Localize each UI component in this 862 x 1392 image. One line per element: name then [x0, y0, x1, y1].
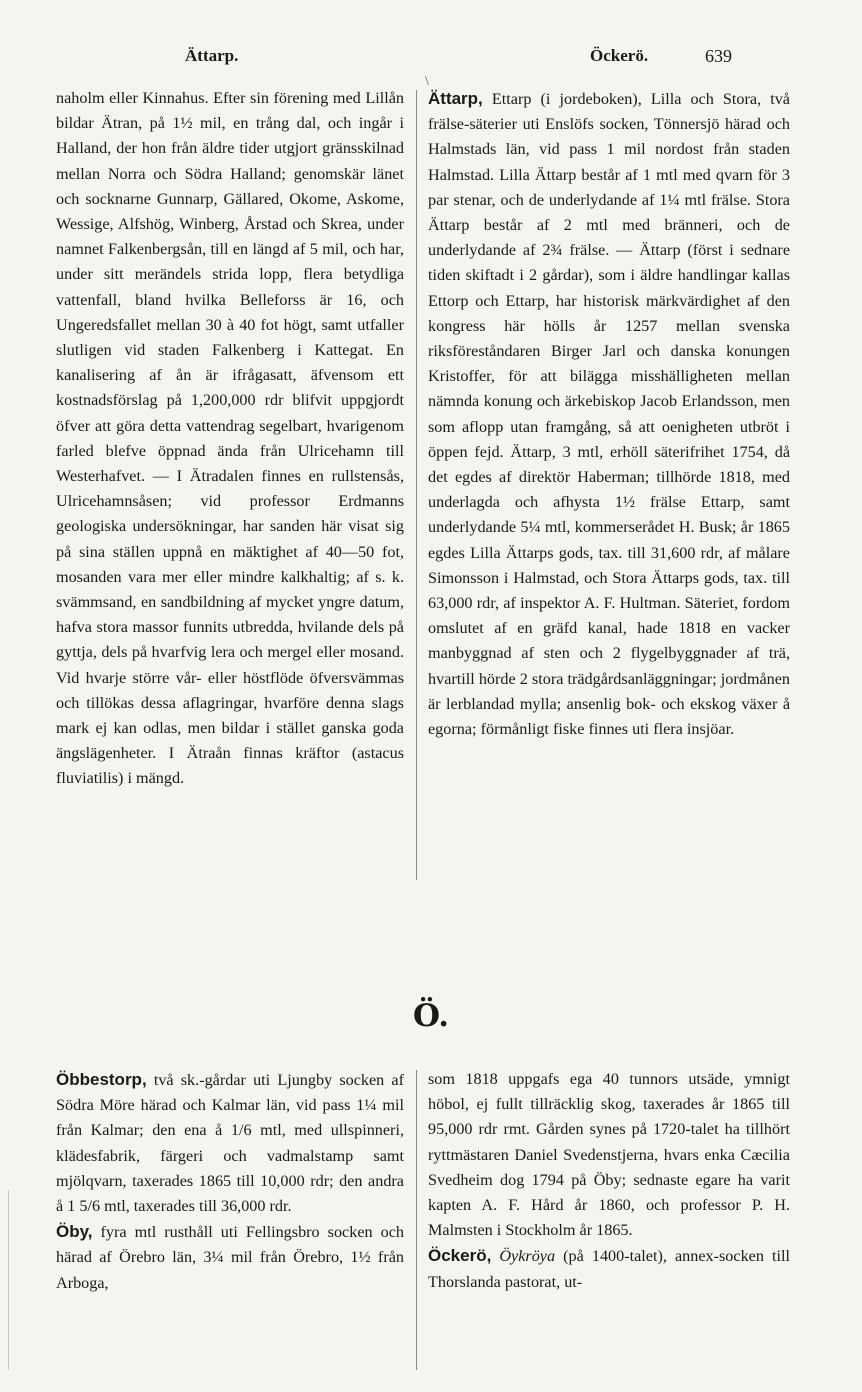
- headword-ockero: Öckerö,: [428, 1246, 492, 1266]
- ockero-old-name: Öykröya: [499, 1247, 556, 1266]
- entry-attarp: [428, 86, 790, 742]
- headword-oby: Öby,: [56, 1222, 93, 1242]
- column-divider-bottom: [416, 1070, 417, 1370]
- headword-attarp: Ättarp,: [428, 89, 483, 108]
- column-top-left: [56, 86, 404, 792]
- entry-atran-continued: naholm eller Kinnahus. Efter sin förening med Lillån bildar Ätran, på 1½ mil, en trång dal, och ingår i Halland, der hon från äldre tider utgjort gränsskilnad mellan Norra och Södra Halland; genomskär länet och socknarne Gunnarp, Gällared, Okome, Askome, Wessige, Alfshög, Winberg, Årstad och Skrea, under namnet Falkenbergsån, till en längd af 5 mil, och har, under sitt merändels strida lopp, flera betydliga vattenfall, bland hvilka Belleforss är 16, och Ungeredsfallet mellan 30 à 40 fot högt, samt utfaller slutligen vid staden Falkenberg i Kattegat. En kanalisering af ån är ifrågasatt, äfvensom ett kostnadsförslag på 1,200,000 rdr blifvit uppgjordt öfver att göra detta vattendrag segelbart, hvarigenom farled blefve öppnad ända från Ulricehamn till Westerhafvet. — I Ätradalen finnes en rullstensås, Ulricehamnsåsen; vid professor Erdmanns geologiska undersökningar, har sanden här visat sig på sina ställen uppnå en mäktighet af 40—50 fot, mosanden vara mer eller mindre kalkhaltig; af s. k. svämmsand, en sandbildning af mycket yngre datum, hafva stora massor funnits utbredda, hvilande dels på gyttja, dels på hvarfvig lera och mergel eller mosand. Vid hvarje större vår- eller höstflöde öfversvämmas och tillökas dessa aflagringar, hvarföre denna slags mark ej kan odlas, men bildar i stället ganska goda ängslägenheter. I Ätraån finnas kräftor (astacus fluviatilis) i mängd.: [56, 89, 404, 788]
- entry-obbestorp-text: två sk.-gårdar uti Ljungby socken af Södra Möre härad och Kalmar län, vid pass 1¼ mil från Kalmar; den ena å 1/6 mtl, med ullspinneri, klädesfabrik, färgeri och vadmalstamp samt mjölqvarn, taxerades 1865 till 10,000 rdr; den andra å 1 5/6 mtl, taxerades till 36,000 rdr.: [56, 1071, 404, 1216]
- entry-attarp-text: Ettarp (i jordeboken), Lilla och Stora, två frälse-säterier uti Enslöfs socken, Tönnersjö härad och Halmstads län, vid pass 1 mil nordost från staden Halmstad. Lilla Ättarp består af 1 mtl med qvarn för 3 par stenar, och de underlydande af 1¼ mtl frälse. Stora Ättarp består af 2 mtl med bränneri, och de underlydande af 2¾ frälse. — Ättarp (först i sednare tiden skiftadt i 2 gårdar), som i äldre handlingar kallas Ettorp och Ettarp, har historisk märkvärdighet af den kongress här hölls år 1257 mellan svenska riksföreståndaren Birger Jarl och danska konungen Kristoffer, för att bilägga misshälligheten mellan nämnda konung och ärkebiskop Jacob Erlandsson, men som aflopp utan framgång, så att oenigheten utbröt i öppen fejd. Ättarp, 3 mtl, erhöll säterifrihet 1754, då det egdes af direktör Haberman; tillhörde 1818, med underlagda och afhysta 1½ frälse Ettarp, samt underlydande 5¼ mtl, kommerserådet H. Busk; år 1865 egdes Lilla Ättarps gods, tax. till 31,600 rdr, af målare Simonsson i Halmstad, och Stora Ättarps gods, tax. till 63,000 rdr, af inspektor A. F. Hultman. Säteriet, fordom omslutet af en gräfd kanal, hade 1818 en vacker manbyggnad af sten och 2 flygelbyggnader af trä, hvartill hörde 2 stora trädgårdsanläggningar; jordmånen är lerblandad mylla; ansenlig bok- och ekskog växer å egorna; förmånligt fiske finnes uti flera insjöar.: [428, 90, 790, 739]
- header-center-word: Öckerö.: [590, 46, 649, 65]
- column-bottom-left: [56, 1067, 404, 1296]
- entry-obbestorp: [56, 1067, 404, 1219]
- entry-oby: [56, 1219, 404, 1296]
- margin-mark: \: [425, 74, 429, 89]
- header-left-word: Ättarp.: [185, 46, 239, 65]
- entry-oby-continued: som 1818 uppgafs ega 40 tunnors utsäde, ymnigt höbol, ej fullt tillräcklig skog, taxerades år 1865 till 95,000 rdr rmt. Gården synes på 1720-talet ha tillhört ryttmästaren Daniel Svedenstjerna, hvars enka Cæcilia Svedheim dog 1794 på Öby; sednaste egare ha varit kapten A. F. Hård år 1860, och professor P. H. Malmsten i Stockholm år 1865.: [428, 1070, 790, 1240]
- headword-obbestorp: Öbbestorp,: [56, 1070, 147, 1089]
- edge-mark: [8, 1190, 9, 1370]
- running-header: [0, 46, 862, 70]
- section-letter: Ö.: [413, 998, 449, 1034]
- page-number: 639: [705, 46, 732, 66]
- entry-ockero-text: (på 1400-talet), annex-socken till Thorslanda pastorat, ut-: [428, 1247, 790, 1291]
- column-bottom-right: [428, 1067, 790, 1295]
- column-divider-top: [416, 90, 417, 880]
- column-top-right: [428, 86, 790, 742]
- entry-oby-text: fyra mtl rusthåll uti Fellingsbro socken och härad af Örebro län, 3¼ mil från Örebro, 1½ från Arboga,: [56, 1223, 404, 1292]
- entry-ockero: [428, 1243, 790, 1294]
